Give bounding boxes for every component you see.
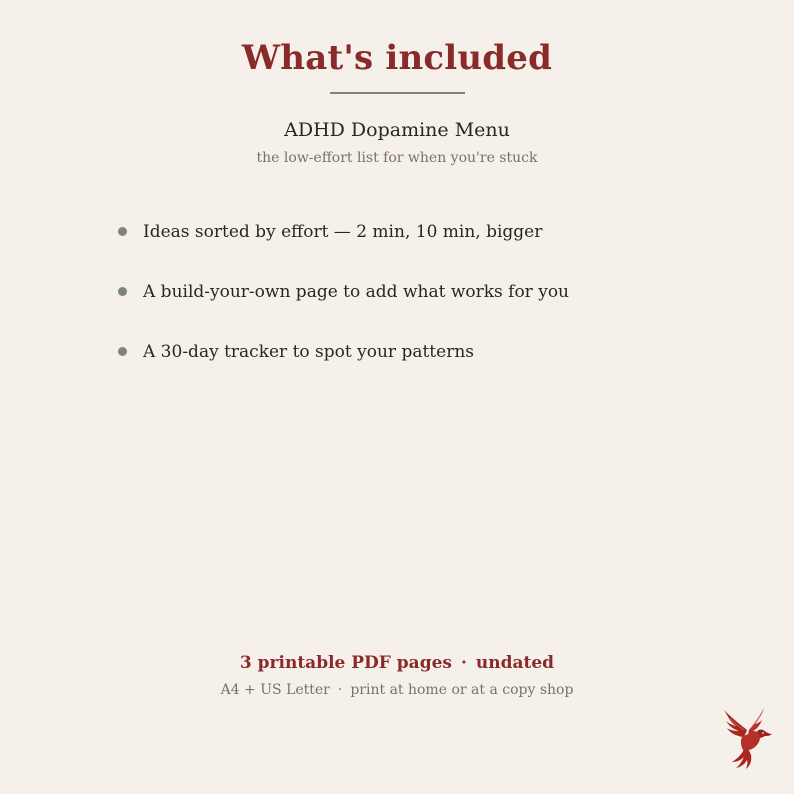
bullet-icon bbox=[118, 227, 127, 236]
feature-text: Ideas sorted by effort — 2 min, 10 min, bigger bbox=[143, 222, 543, 242]
title-divider bbox=[330, 92, 465, 94]
product-tagline: the low-effort list for when you're stuck bbox=[256, 150, 538, 166]
product-name: ADHD Dopamine Menu bbox=[284, 119, 510, 141]
feature-text: A 30-day tracker to spot your patterns bbox=[143, 342, 474, 362]
feature-item bbox=[118, 218, 569, 278]
bullet-icon bbox=[118, 287, 127, 296]
phoenix-bird-icon bbox=[720, 708, 776, 770]
feature-item bbox=[118, 338, 569, 398]
print-info: print at home or at a copy shop bbox=[350, 682, 574, 698]
dated-label: undated bbox=[475, 653, 555, 673]
page-count: 3 printable PDF pages bbox=[239, 653, 452, 673]
feature-item bbox=[118, 278, 569, 338]
feature-text: A build-your-own page to add what works for you bbox=[143, 282, 570, 302]
paper-formats: A4 + US Letter bbox=[220, 682, 330, 698]
page-title: What's included bbox=[241, 38, 553, 78]
separator: · bbox=[337, 682, 343, 698]
feature-list bbox=[118, 218, 569, 398]
format-line bbox=[0, 682, 794, 698]
bullet-icon bbox=[118, 347, 127, 356]
separator: · bbox=[460, 653, 467, 673]
page-count-line bbox=[0, 653, 794, 673]
